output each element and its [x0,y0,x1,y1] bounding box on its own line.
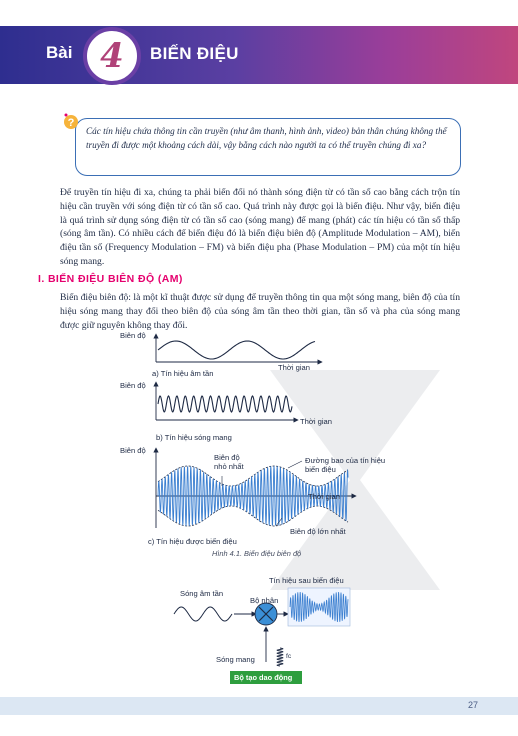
audio-wave [158,341,315,359]
fig1b-caption: b) Tín hiệu sóng mang [156,433,232,442]
page-number: 27 [468,700,479,710]
footer-bar [0,697,518,715]
fig1c-caption: c) Tín hiệu được biến điệu [148,537,237,546]
carrier-label: Sóng mang [216,655,255,664]
mixer-label: Bộ nhân [250,596,279,605]
fc-label: fc [286,653,292,660]
lesson-number-badge [83,27,141,85]
fig1c-xlabel: Thời gian [308,492,340,501]
output-label: Tín hiệu sau biến điệu [269,576,344,585]
carrier-wave [158,396,292,412]
figure-4-1 [110,328,440,564]
lesson-label: Bài [46,43,73,62]
fig1a-xlabel: Thời gian [278,363,310,372]
carrier-wave-small [277,648,283,666]
section-paragraph: Biến điệu biên độ: là một kĩ thuật được sử dụng để truyền thông tin qua một sóng mang, biên độ của tín hiệu sóng mang thay đổi theo biên độ của sóng âm tần theo thời gian, tần số và pha của sóng mang được giữ nguyên không thay đổi. [60,292,460,331]
chapter-banner [0,26,518,84]
section-heading: I. BIẾN ĐIỆU BIÊN ĐỘ (AM) [38,273,183,285]
svg-text:?: ? [67,117,75,129]
fig1c-envelope-label: Đường bao của tín hiệu biến điệu [305,456,386,474]
figure-4-1-caption: Hình 4.1. Biến điệu biên độ [212,549,302,558]
fig1c-min-label: Biên độ nhỏ nhất [214,453,244,471]
lesson-title: BIẾN ĐIỆU [150,44,239,63]
audio-wave-small [174,607,232,621]
question-text: Các tín hiệu chứa thông tin cần truyền (như âm thanh, hình ảnh, video) bản thân chúng không thể truyền đi được một khoảng cách dài, vậy bằng cách nào người ta có thể truyền chúng đi xa? [86,126,447,150]
lesson-number: 4 [100,36,124,76]
fig1b-ylabel: Biên độ [120,381,146,390]
fig1b-xlabel: Thời gian [300,417,332,426]
question-mark-icon [62,112,82,136]
fig1c-ylabel: Biên độ [120,446,146,455]
envelope-pointer [288,461,302,468]
audio-label: Sóng âm tần [180,589,224,598]
intro-paragraph: Để truyền tín hiệu đi xa, chúng ta phải biến đổi nó thành sóng điện từ có tần số cao bằng cách trộn tín hiệu cần truyền với sóng điện từ có tần số cao. Quá trình này được gọi là biến điệu. Như vậy, biến điệu là quá trình sử dụng sóng điện từ có tần số cao (sóng mang) để mang (phát) các tín hiệu có tần số thấp (sóng âm tần). Có nhiều cách để biến điệu đó là biến điệu biên độ (Amplitude Modulation – AM), biến điệu tần số (Frequency Modulation – FM) và biến điệu pha (Phase Modulation – PM) của một tín hiệu sóng mang. [60,187,460,267]
fig1a-caption: a) Tín hiệu âm tần [152,369,214,378]
fig1a-ylabel: Biên độ [120,331,146,340]
fig1c-max-label: Biên độ lớn nhất [290,527,346,536]
oscillator-label: Bộ tạo dao động [234,673,293,682]
